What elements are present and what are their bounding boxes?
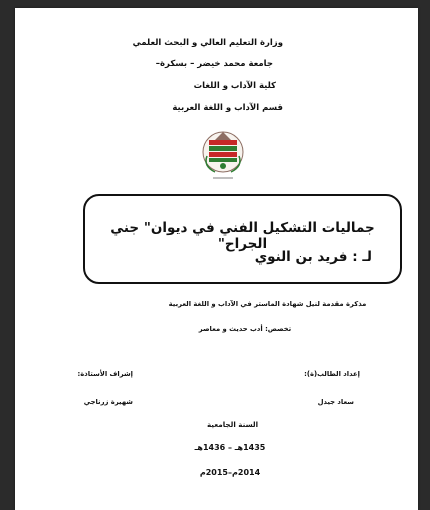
- ministry-line: وزارة التعليم العالي و البحث العلمي: [132, 38, 283, 48]
- specialty: تخصص: أدب حديث و معاصر: [198, 325, 292, 333]
- gregorian-year: 2014م–2015م: [199, 468, 261, 477]
- poet-name: لـ : فريد بن النوي: [254, 249, 372, 265]
- emblem-graphic: [195, 126, 251, 182]
- student-name: سعاد جيدل: [317, 398, 354, 406]
- document-page: [15, 8, 418, 510]
- title-box: [83, 194, 402, 284]
- department-line: قسم الآداب و اللغة العربية: [172, 103, 283, 113]
- academic-year-label: السنة الجامعية: [206, 420, 259, 429]
- university-line: جامعة محمد خيضر – بسكرة–: [155, 59, 273, 69]
- memo-description: مذكرة مقدمة لنيل شهادة الماستر في الآداب و اللغة العربية: [168, 300, 367, 308]
- supervisor-name: شهيرة زرناجي: [83, 398, 133, 406]
- student-label: إعداد الطالب(ة):: [304, 370, 360, 378]
- university-emblem: [195, 126, 251, 182]
- supervisor-label: إشراف الأستاذة:: [77, 370, 133, 378]
- thesis-title: جماليات التشكيل الفني في ديوان" جني الجراح": [110, 220, 375, 252]
- hijri-year: 1435هـ – 1436هـ: [194, 443, 266, 452]
- faculty-line: كلية الآداب و اللغات: [193, 81, 276, 91]
